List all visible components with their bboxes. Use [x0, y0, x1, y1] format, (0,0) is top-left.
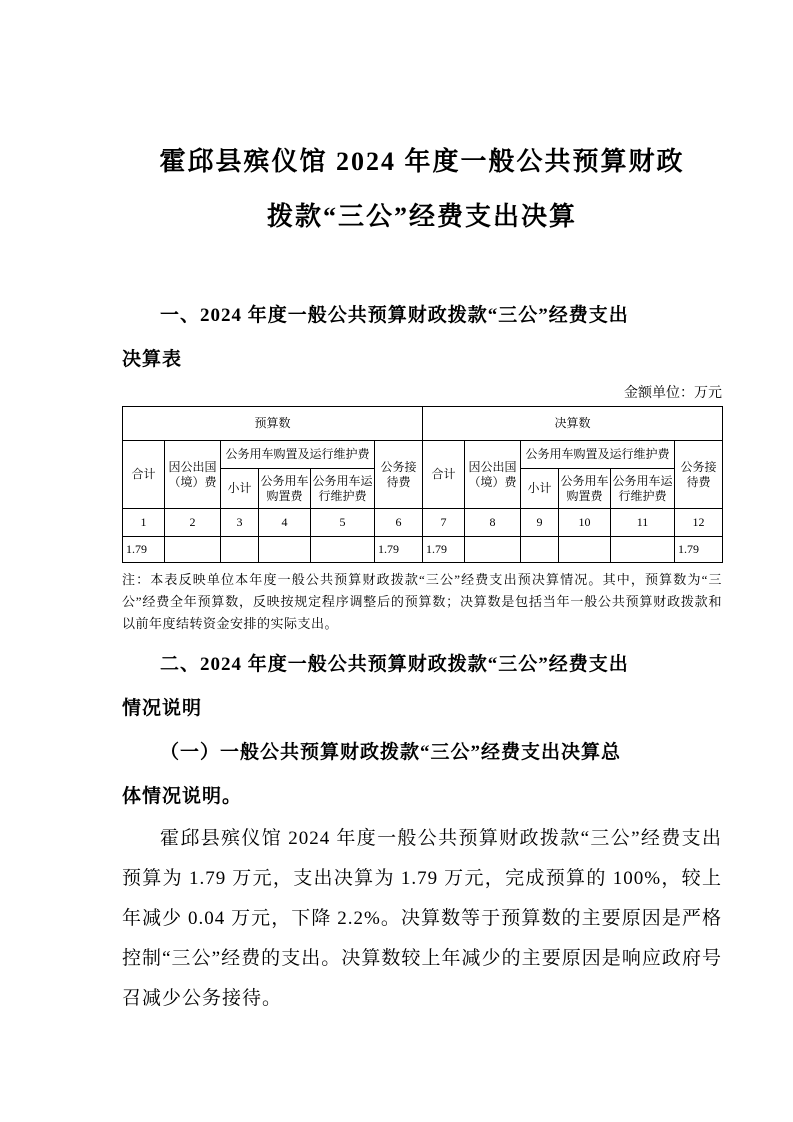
section1-heading-line-2: 决算表	[122, 349, 183, 370]
unit-note: 金额单位：万元	[624, 386, 722, 401]
col-header-budget-vehicle-group: 公务用车购置及运行维护费	[221, 441, 375, 469]
table-note: 注：本表反映单位本年度一般公共预算财政拨款“三公”经费支出预决算情况。其中，预算数为“三公”经费全年预算数，反映按规定程序调整后的预算数；决算数是包括当年一般公共预算财政拨款和以前年度结转资金安排的实际支出。	[122, 572, 722, 631]
col-header-final-subtotal: 小计	[521, 469, 559, 509]
column-number-row	[123, 509, 723, 537]
section1-heading-line-1: 一、2024 年度一般公共预算财政拨款“三公”经费支出	[160, 305, 629, 326]
value-cell-budget-purchase	[259, 537, 311, 563]
title-line-2: 拨款“三公”经费支出决算	[266, 202, 577, 231]
value-cell-final-maintenance	[611, 537, 675, 563]
value-cell-budget-maintenance	[311, 537, 375, 563]
col-number-cell: 8	[465, 509, 521, 537]
three-public-expense-table	[122, 406, 723, 563]
col-header-budget-abroad: 因公出国（境）费	[165, 441, 221, 509]
title-line-1: 霍邱县殡仪馆 2024 年度一般公共预算财政	[159, 147, 685, 176]
col-number-cell: 1	[123, 509, 165, 537]
col-number-cell: 2	[165, 509, 221, 537]
col-header-final-vehicle-group: 公务用车购置及运行维护费	[521, 441, 675, 469]
value-cell-final-purchase	[559, 537, 611, 563]
section2-subheading-line-2: 体情况说明。	[122, 786, 243, 807]
col-number-cell: 6	[375, 509, 423, 537]
value-cell-budget-total: 1.79	[123, 537, 165, 563]
value-cell-budget-subtotal	[221, 537, 259, 563]
value-cell-budget-abroad	[165, 537, 221, 563]
col-header-final-abroad: 因公出国（境）费	[465, 441, 521, 509]
col-number-cell: 10	[559, 509, 611, 537]
col-number-cell: 12	[675, 509, 723, 537]
section2-paragraph: 霍邱县殡仪馆 2024 年度一般公共预算财政拨款“三公”经费支出预算为 1.79 万元，支出决算为 1.79 万元，完成预算的 100%，较上年减少 0.04 万元，下降 2.2%。决算数等于预算数的主要原因是严格控制“三公”经费的支出。决算数较上年减少的主要原因是响应政府号召减少公务接待。	[122, 828, 722, 1009]
document-title	[122, 134, 722, 244]
col-number-cell: 4	[259, 509, 311, 537]
col-header-budget-total: 合计	[123, 441, 165, 509]
col-number-cell: 11	[611, 509, 675, 537]
value-cell-budget-reception: 1.79	[375, 537, 423, 563]
section2-subheading-line-1: （一）一般公共预算财政拨款“三公”经费支出决算总	[160, 742, 622, 763]
section1-heading	[122, 294, 722, 382]
section2-heading	[122, 643, 722, 731]
value-cell-final-subtotal	[521, 537, 559, 563]
section2-heading-line-1: 二、2024 年度一般公共预算财政拨款“三公”经费支出	[160, 654, 629, 675]
col-header-budget-reception: 公务接待费	[375, 441, 423, 509]
group-header-budget: 预算数	[123, 407, 423, 441]
value-cell-final-reception: 1.79	[675, 537, 723, 563]
col-number-cell: 5	[311, 509, 375, 537]
col-number-cell: 3	[221, 509, 259, 537]
col-number-cell: 7	[423, 509, 465, 537]
col-header-final-maintenance: 公务用车运行维护费	[611, 469, 675, 509]
col-header-budget-maintenance: 公务用车运行维护费	[311, 469, 375, 509]
section2-heading-line-2: 情况说明	[122, 698, 203, 719]
col-number-cell: 9	[521, 509, 559, 537]
value-row	[123, 537, 723, 563]
value-cell-final-total: 1.79	[423, 537, 465, 563]
col-header-final-purchase: 公务用车购置费	[559, 469, 611, 509]
col-header-budget-subtotal: 小计	[221, 469, 259, 509]
value-cell-final-abroad	[465, 537, 521, 563]
group-header-final: 决算数	[423, 407, 723, 441]
section2-subheading	[122, 731, 722, 819]
col-header-budget-purchase: 公务用车购置费	[259, 469, 311, 509]
col-header-final-reception: 公务接待费	[675, 441, 723, 509]
col-header-final-total: 合计	[423, 441, 465, 509]
